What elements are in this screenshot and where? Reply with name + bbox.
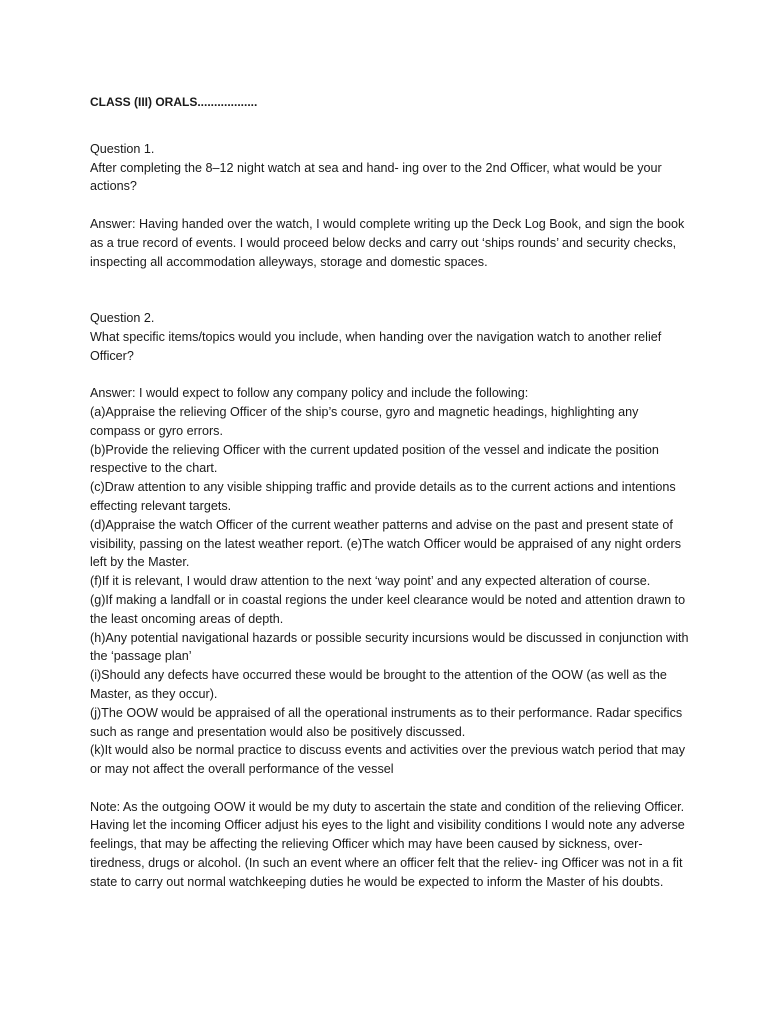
answer-item-c: (c)Draw attention to any visible shipping traffic and provide details as to the current actions and intentions effecting relevant targets. bbox=[90, 480, 676, 513]
answer-item-i: (i)Should any defects have occurred these would be brought to the attention of the OOW (as well as the Master, as they occur). bbox=[90, 668, 667, 701]
question-1-answer: Answer: Having handed over the watch, I would complete writing up the Deck Log Book, and sign the book as a true record of events. I would proceed below decks and carry out ‘ships rounds’ and security checks, inspecting all accommodation alleyways, storage and domestic spaces. bbox=[90, 216, 685, 269]
answer-item-f: (f)If it is relevant, I would draw attention to the next ‘way point’ and any expected alteration of course. bbox=[90, 574, 651, 589]
document-page bbox=[90, 93, 690, 892]
question-1-heading: Question 1. bbox=[90, 141, 155, 156]
answer-item-list bbox=[90, 403, 690, 779]
answer-item-k: (k)It would also be normal practice to discuss events and activities over the previous watch period that may or may not affect the overall performance of the vessel bbox=[90, 743, 685, 777]
answer-item-g: (g)If making a landfall or in coastal regions the under keel clearance would be noted and attention drawn to the least oncoming areas of depth. bbox=[90, 592, 686, 626]
note-paragraph: Note: As the outgoing OOW it would be my duty to ascertain the state and condition of the relieving Officer. Having let the incoming Officer adjust his eyes to the light and visibility conditions I would note any adverse feelings, that may be affecting the relieving Officer which may have been caused by sickness, over- tiredness, drugs or alcohol. (In such an event where an officer felt that the reliev- ing Officer was not in a fit state to carry out normal watchkeeping duties he would be expected to inform the Master of his doubts. bbox=[90, 799, 685, 889]
document-title: CLASS (III) ORALS.................. bbox=[90, 95, 258, 109]
question-2-text: What specific items/topics would you include, when handing over the navigation watch to another relief Officer? bbox=[90, 329, 662, 363]
answer-item-h: (h)Any potential navigational hazards or possible security incursions would be discussed in conjunction with the ‘passage plan’ bbox=[90, 630, 689, 664]
question-1-text: After completing the 8–12 night watch at sea and hand- ing over to the 2nd Officer, what would be your actions? bbox=[90, 160, 662, 194]
answer-item-a: (a)Appraise the relieving Officer of the ship’s course, gyro and magnetic headings, highlighting any compass or gyro errors. bbox=[90, 404, 639, 438]
question-2-heading: Question 2. bbox=[90, 310, 155, 325]
question-2-section bbox=[90, 309, 690, 892]
question-1-section bbox=[90, 140, 690, 272]
answer-item-j: (j)The OOW would be appraised of all the operational instruments as to their performance. Radar specifics such as range and presentation would also be positively discussed. bbox=[90, 705, 683, 739]
answer-item-b: (b)Provide the relieving Officer with the current updated position of the vessel and indicate the position respective to the chart. bbox=[90, 442, 659, 476]
answer-item-d-e: (d)Appraise the watch Officer of the current weather patterns and advise on the past and present state of visibility, passing on the latest weather report. (e)The watch Officer would be appraised of any night orders left by the Master. bbox=[90, 517, 682, 570]
question-2-answer-intro: Answer: I would expect to follow any company policy and include the following: bbox=[90, 386, 529, 401]
